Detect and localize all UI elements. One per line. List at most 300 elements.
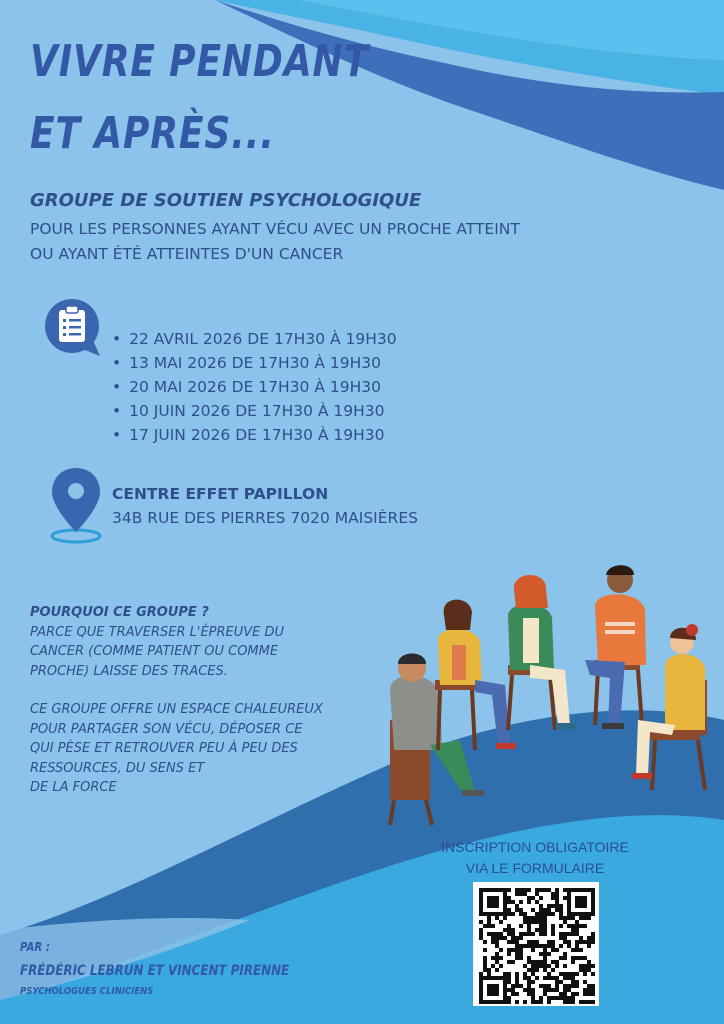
qr-module (563, 964, 567, 968)
why-paragraph-1 (30, 623, 390, 682)
qr-module (479, 936, 483, 940)
qr-module (591, 904, 595, 908)
qr-module (511, 984, 515, 988)
qr-module (579, 900, 583, 904)
qr-module (515, 904, 519, 908)
qr-module (519, 892, 523, 896)
why-section (30, 603, 390, 817)
qr-module (555, 900, 559, 904)
qr-module (523, 920, 527, 924)
qr-module (571, 972, 575, 976)
qr-module (579, 924, 583, 928)
qr-module (539, 944, 543, 948)
qr-module (519, 944, 523, 948)
qr-module (483, 948, 487, 952)
qr-module (555, 892, 559, 896)
qr-module (539, 928, 543, 932)
qr-module (487, 992, 491, 996)
qr-module (507, 932, 511, 936)
qr-module (535, 976, 539, 980)
qr-module (523, 916, 527, 920)
qr-module (579, 1000, 583, 1004)
qr-module (591, 912, 595, 916)
date-item: • 22 AVRIL 2026 DE 17H30 À 19H30 (112, 330, 397, 354)
qr-module (575, 948, 579, 952)
qr-module (563, 936, 567, 940)
qr-module (507, 1000, 511, 1004)
qr-module (579, 916, 583, 920)
qr-module (523, 976, 527, 980)
qr-module (579, 896, 583, 900)
authors-role: PSYCHOLOGUES CLINICIENS (20, 986, 154, 997)
qr-module (559, 916, 563, 920)
qr-module (575, 940, 579, 944)
qr-module (587, 968, 591, 972)
qr-module (479, 892, 483, 896)
qr-module (535, 888, 539, 892)
qr-module (547, 940, 551, 944)
qr-module (555, 964, 559, 968)
text-line: QUI PÈSE ET RETROUVER PEU À PEU DES (30, 741, 298, 756)
qr-module (483, 964, 487, 968)
qr-module (491, 936, 495, 940)
qr-module (535, 944, 539, 948)
qr-module (563, 888, 567, 892)
qr-module (559, 980, 563, 984)
authors-label: PAR : (20, 940, 50, 954)
qr-module (527, 928, 531, 932)
qr-module (547, 972, 551, 976)
qr-module (579, 940, 583, 944)
qr-module (495, 960, 499, 964)
qr-module (539, 908, 543, 912)
qr-module (535, 1000, 539, 1004)
qr-module (559, 972, 563, 976)
qr-module (559, 956, 563, 960)
qr-module (527, 932, 531, 936)
qr-module (563, 976, 567, 980)
qr-module (527, 968, 531, 972)
qr-module (547, 984, 551, 988)
qr-module (563, 956, 567, 960)
qr-module (479, 996, 483, 1000)
qr-module (507, 996, 511, 1000)
qr-module (531, 988, 535, 992)
qr-module (495, 976, 499, 980)
session-dates-list (112, 330, 397, 450)
qr-module (551, 988, 555, 992)
qr-module (571, 924, 575, 928)
qr-module (583, 888, 587, 892)
qr-module (567, 940, 571, 944)
qr-module (583, 992, 587, 996)
qr-module (563, 920, 567, 924)
date-item: • 10 JUIN 2026 DE 17H30 À 19H30 (112, 402, 397, 426)
qr-module (523, 964, 527, 968)
qr-module (591, 888, 595, 892)
qr-module (551, 976, 555, 980)
qr-module (511, 928, 515, 932)
subtitle: GROUPE DE SOUTIEN PSYCHOLOGIQUE (30, 190, 422, 211)
qr-module (543, 952, 547, 956)
qr-module (507, 952, 511, 956)
qr-module (591, 908, 595, 912)
qr-module (587, 992, 591, 996)
qr-module (567, 908, 571, 912)
qr-module (583, 956, 587, 960)
qr-module (555, 960, 559, 964)
qr-module (567, 904, 571, 908)
qr-module (555, 908, 559, 912)
qr-module (503, 892, 507, 896)
qr-module (539, 888, 543, 892)
qr-module (503, 888, 507, 892)
registration-note (415, 837, 655, 879)
qr-module (547, 908, 551, 912)
qr-module (543, 964, 547, 968)
qr-module (511, 992, 515, 996)
qr-module (535, 968, 539, 972)
qr-module (583, 988, 587, 992)
qr-module (519, 932, 523, 936)
qr-module (575, 904, 579, 908)
qr-module (479, 896, 483, 900)
qr-module (527, 988, 531, 992)
qr-module (495, 900, 499, 904)
page-title-line2: ET APRÈS... (30, 108, 275, 159)
qr-module (515, 956, 519, 960)
qr-module (583, 980, 587, 984)
qr-module (527, 900, 531, 904)
qr-module (547, 996, 551, 1000)
qr-module (575, 896, 579, 900)
person-green-jacket (508, 575, 576, 730)
qr-module (543, 912, 547, 916)
qr-module (547, 988, 551, 992)
qr-module (495, 916, 499, 920)
qr-module (579, 948, 583, 952)
qr-module (515, 888, 519, 892)
qr-module (491, 976, 495, 980)
qr-module (587, 944, 591, 948)
qr-module (547, 912, 551, 916)
qr-module (551, 948, 555, 952)
qr-module (519, 936, 523, 940)
qr-module (571, 928, 575, 932)
qr-module (515, 992, 519, 996)
qr-module (535, 960, 539, 964)
qr-module (515, 972, 519, 976)
qr-module (527, 976, 531, 980)
qr-module (563, 896, 567, 900)
qr-module (531, 932, 535, 936)
qr-module (479, 976, 483, 980)
qr-module (587, 1000, 591, 1004)
qr-module (555, 948, 559, 952)
qr-module (527, 924, 531, 928)
qr-module (551, 944, 555, 948)
qr-module (567, 900, 571, 904)
qr-module (487, 904, 491, 908)
qr-module (503, 896, 507, 900)
text-line: PARCE QUE TRAVERSER L'ÉPREUVE DU (30, 624, 285, 640)
qr-module (575, 992, 579, 996)
qr-module (511, 948, 515, 952)
qr-module (531, 948, 535, 952)
qr-module (519, 956, 523, 960)
qr-module (491, 900, 495, 904)
qr-module (487, 916, 491, 920)
qr-module (479, 932, 483, 936)
qr-module (587, 912, 591, 916)
support-group-illustration (380, 560, 724, 830)
qr-module (487, 976, 491, 980)
qr-module (491, 988, 495, 992)
qr-module (563, 916, 567, 920)
person-orange-hoodie (585, 565, 646, 729)
qr-module (487, 1000, 491, 1004)
qr-module (555, 988, 559, 992)
qr-module (579, 912, 583, 916)
qr-module (515, 948, 519, 952)
qr-module (483, 924, 487, 928)
qr-module (571, 956, 575, 960)
location-address: 34B RUE DES PIERRES 7020 MAISIÈRES (112, 509, 418, 527)
qr-module (559, 996, 563, 1000)
qr-module (511, 960, 515, 964)
qr-module (515, 940, 519, 944)
qr-module (499, 920, 503, 924)
qr-module (487, 888, 491, 892)
qr-module (479, 984, 483, 988)
qr-module (503, 916, 507, 920)
qr-module (571, 992, 575, 996)
qr-module (587, 936, 591, 940)
qr-module (583, 964, 587, 968)
qr-module (527, 940, 531, 944)
qr-module (499, 932, 503, 936)
qr-module (531, 980, 535, 984)
qr-module (551, 960, 555, 964)
qr-module (567, 912, 571, 916)
qr-module (515, 976, 519, 980)
qr-module (559, 924, 563, 928)
qr-module (583, 916, 587, 920)
registration-line1: INSCRIPTION OBLIGATOIRE (441, 839, 629, 855)
qr-module (531, 968, 535, 972)
qr-module (575, 920, 579, 924)
qr-module (575, 980, 579, 984)
qr-module (479, 972, 483, 976)
qr-module (531, 908, 535, 912)
qr-module (527, 980, 531, 984)
text-line: DE LA FORCE (30, 780, 117, 795)
qr-module (499, 956, 503, 960)
qr-module (567, 972, 571, 976)
qr-module (515, 952, 519, 956)
qr-module (491, 904, 495, 908)
date-item: • 17 JUIN 2026 DE 17H30 À 19H30 (112, 426, 397, 450)
qr-module (487, 896, 491, 900)
qr-module (507, 960, 511, 964)
qr-module (527, 956, 531, 960)
qr-module (487, 984, 491, 988)
qr-module (479, 928, 483, 932)
qr-module (527, 920, 531, 924)
qr-module (503, 976, 507, 980)
qr-module (523, 892, 527, 896)
qr-module (543, 948, 547, 952)
qr-module (539, 960, 543, 964)
qr-module (507, 972, 511, 976)
qr-module (551, 924, 555, 928)
qr-module (503, 992, 507, 996)
qr-module (567, 892, 571, 896)
qr-module (511, 988, 515, 992)
qr-module (571, 996, 575, 1000)
qr-module (583, 896, 587, 900)
page-title-line1: VIVRE PENDANT (30, 36, 369, 87)
qr-module (543, 976, 547, 980)
qr-module (495, 912, 499, 916)
qr-module (507, 924, 511, 928)
qr-module (531, 944, 535, 948)
qr-module (591, 900, 595, 904)
qr-code[interactable] (473, 882, 599, 1006)
qr-module (559, 992, 563, 996)
qr-module (519, 912, 523, 916)
qr-module (575, 912, 579, 916)
qr-module (551, 896, 555, 900)
qr-module (503, 988, 507, 992)
qr-module (495, 904, 499, 908)
qr-module (547, 976, 551, 980)
qr-module (547, 904, 551, 908)
qr-module (479, 900, 483, 904)
text-line: CANCER (COMME PATIENT OU COMME (30, 644, 279, 659)
qr-module (575, 888, 579, 892)
qr-module (483, 940, 487, 944)
qr-module (527, 984, 531, 988)
qr-module (491, 912, 495, 916)
qr-module (535, 964, 539, 968)
qr-module (503, 912, 507, 916)
qr-module (503, 900, 507, 904)
qr-module (487, 912, 491, 916)
qr-module (503, 936, 507, 940)
qr-module (483, 968, 487, 972)
qr-module (495, 984, 499, 988)
qr-module (491, 896, 495, 900)
qr-module (591, 932, 595, 936)
qr-module (559, 944, 563, 948)
qr-module (539, 984, 543, 988)
qr-module (539, 996, 543, 1000)
qr-module (511, 932, 515, 936)
description-line2: OU AYANT ÉTÉ ATTEINTES D'UN CANCER (30, 245, 344, 263)
qr-module (539, 964, 543, 968)
qr-module (495, 952, 499, 956)
qr-module (495, 944, 499, 948)
qr-module (559, 932, 563, 936)
qr-module (567, 888, 571, 892)
description-line1: POUR LES PERSONNES AYANT VÉCU AVEC UN PROCHE ATTEINT (30, 220, 520, 238)
qr-module (483, 956, 487, 960)
qr-module (583, 1000, 587, 1004)
clipboard-checklist-icon (42, 298, 104, 360)
qr-module (531, 920, 535, 924)
qr-module (487, 988, 491, 992)
qr-module (523, 912, 527, 916)
qr-module (571, 1000, 575, 1004)
text-line: RESSOURCES, DU SENS ET (30, 760, 205, 776)
qr-module (551, 928, 555, 932)
qr-code-graphic (473, 882, 599, 1006)
qr-module (551, 932, 555, 936)
qr-module (515, 984, 519, 988)
qr-module (507, 900, 511, 904)
qr-module (543, 984, 547, 988)
qr-module (551, 940, 555, 944)
qr-module (563, 1000, 567, 1004)
text-line: PROCHE) LAISSE DES TRACES. (30, 663, 228, 679)
qr-module (547, 964, 551, 968)
qr-module (575, 928, 579, 932)
qr-module (567, 944, 571, 948)
qr-module (583, 968, 587, 972)
qr-module (499, 948, 503, 952)
qr-module (555, 896, 559, 900)
qr-module (543, 956, 547, 960)
qr-module (543, 924, 547, 928)
qr-module (495, 888, 499, 892)
qr-module (519, 888, 523, 892)
qr-module (547, 1000, 551, 1004)
qr-module (543, 988, 547, 992)
qr-module (583, 912, 587, 916)
qr-module (491, 956, 495, 960)
qr-module (571, 960, 575, 964)
qr-module (571, 916, 575, 920)
qr-module (591, 892, 595, 896)
authors-names: FRÉDÉRIC LEBRUN ET VINCENT PIRENNE (20, 963, 290, 979)
date-item: • 13 MAI 2026 DE 17H30 À 19H30 (112, 354, 397, 378)
qr-module (499, 1000, 503, 1004)
qr-module (527, 916, 531, 920)
qr-module (543, 944, 547, 948)
qr-module (567, 996, 571, 1000)
person-yellow-cardigan (435, 600, 516, 750)
date-item: • 20 MAI 2026 DE 17H30 À 19H30 (112, 378, 397, 402)
qr-module (559, 904, 563, 908)
qr-module (551, 892, 555, 896)
qr-module (511, 936, 515, 940)
qr-module (495, 932, 499, 936)
qr-module (571, 980, 575, 984)
qr-module (543, 968, 547, 972)
qr-module (551, 968, 555, 972)
qr-module (515, 944, 519, 948)
qr-module (535, 916, 539, 920)
qr-module (579, 968, 583, 972)
qr-module (547, 944, 551, 948)
qr-module (499, 936, 503, 940)
qr-module (587, 960, 591, 964)
qr-module (515, 1000, 519, 1004)
qr-module (591, 1000, 595, 1004)
qr-module (555, 888, 559, 892)
qr-module (479, 912, 483, 916)
